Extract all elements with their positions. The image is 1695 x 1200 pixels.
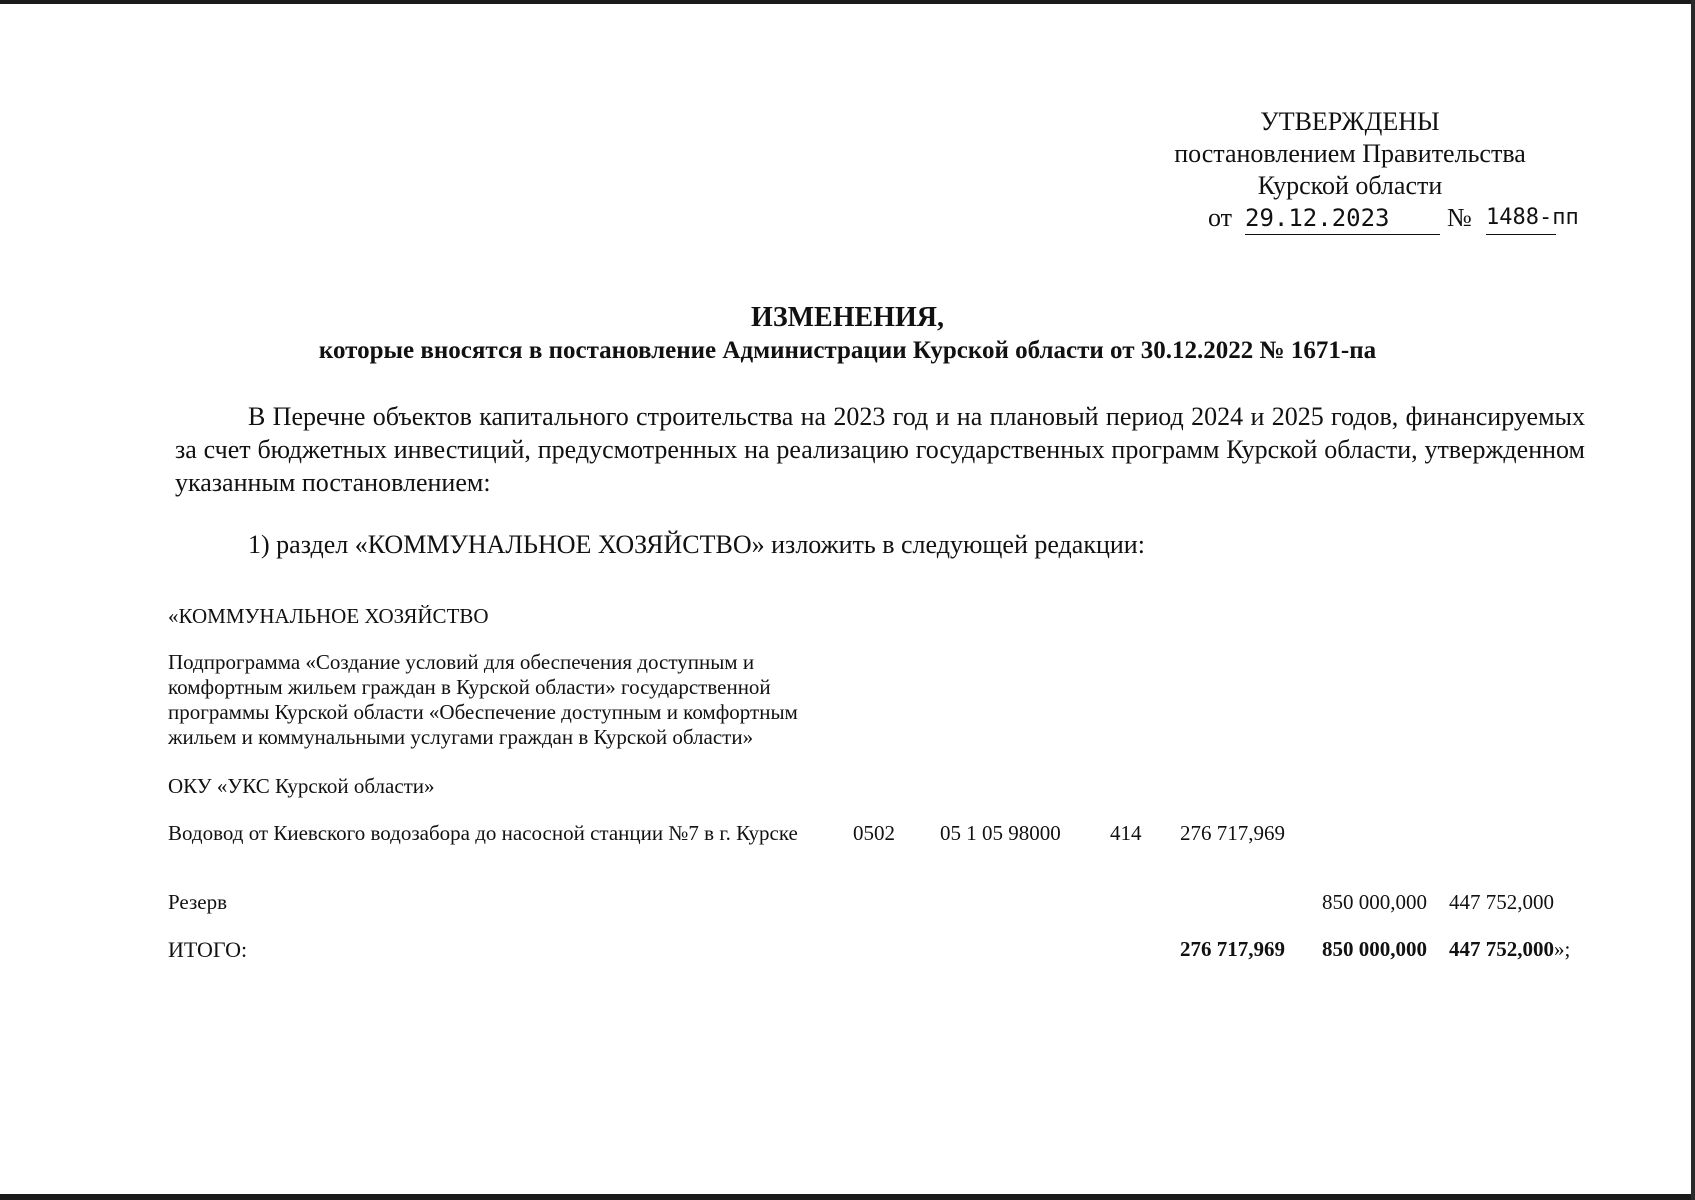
approval-line-3: Курской области <box>1257 171 1443 200</box>
total-2024: 850 000,000 <box>1322 937 1427 961</box>
approval-date-line <box>1150 202 1579 234</box>
total-2025: 447 752,000 <box>1449 937 1554 961</box>
section-code: 0502 <box>853 821 895 845</box>
date-prefix: от <box>1208 203 1233 232</box>
expense-type: 414 <box>1110 821 1142 845</box>
approval-number: 1488-пп <box>1486 202 1556 235</box>
approval-date: 29.12.2023 <box>1245 202 1440 235</box>
scan-border-top <box>0 0 1695 4</box>
approval-line-1: УТВЕРЖДЕНЫ <box>1260 107 1440 136</box>
approval-stamp <box>1150 106 1579 234</box>
item-1: 1) раздел «КОММУНАЛЬНОЕ ХОЗЯЙСТВО» изложить в следующей редакции: <box>248 530 1145 559</box>
amount-2024: 850 000,000 <box>1322 890 1427 914</box>
document-title: ИЗМЕНЕНИЯ, <box>751 302 944 333</box>
total-2023: 276 717,969 <box>1180 937 1285 961</box>
total-label: ИТОГО: <box>168 937 248 962</box>
subprogram-text: Подпрограмма «Создание условий для обеспечения доступным и комфортным жильем граждан в Курской области» государственной программы Курской области «Обеспечение доступным и комфортным жильем и коммунальными услугами граждан в Курской области» <box>168 650 798 749</box>
document-subtitle: которые вносятся в постановление Администрации Курской области от 30.12.2022 № 1671-па <box>318 337 1377 364</box>
intro-paragraph: В Перечне объектов капитального строительства на 2023 год и на плановый период 2024 и 2025 годов, финансируемых за счет бюджетных инвестиций, предусмотренных на реализацию государственных программ Курской области, утвержденном указанным постановлением: <box>175 402 1585 497</box>
object-name: Резерв <box>168 890 228 914</box>
amount-2023: 276 717,969 <box>1180 821 1285 845</box>
organization-name: ОКУ «УКС Курской области» <box>168 774 435 798</box>
amount-2025: 447 752,000 <box>1449 890 1554 914</box>
approval-line-2: постановлением Правительства <box>1174 139 1526 168</box>
total-2025-cell <box>1449 937 1570 962</box>
scan-border-bottom <box>0 1194 1695 1200</box>
number-prefix: № <box>1447 203 1472 232</box>
section-heading: «КОММУНАЛЬНОЕ ХОЗЯЙСТВО <box>168 604 489 628</box>
target-article: 05 1 05 98000 <box>940 821 1061 845</box>
object-name: Водовод от Киевского водозабора до насосной станции №7 в г. Курске <box>168 821 798 845</box>
closing-quote: »; <box>1554 937 1571 961</box>
scan-border-right <box>1691 0 1695 1200</box>
